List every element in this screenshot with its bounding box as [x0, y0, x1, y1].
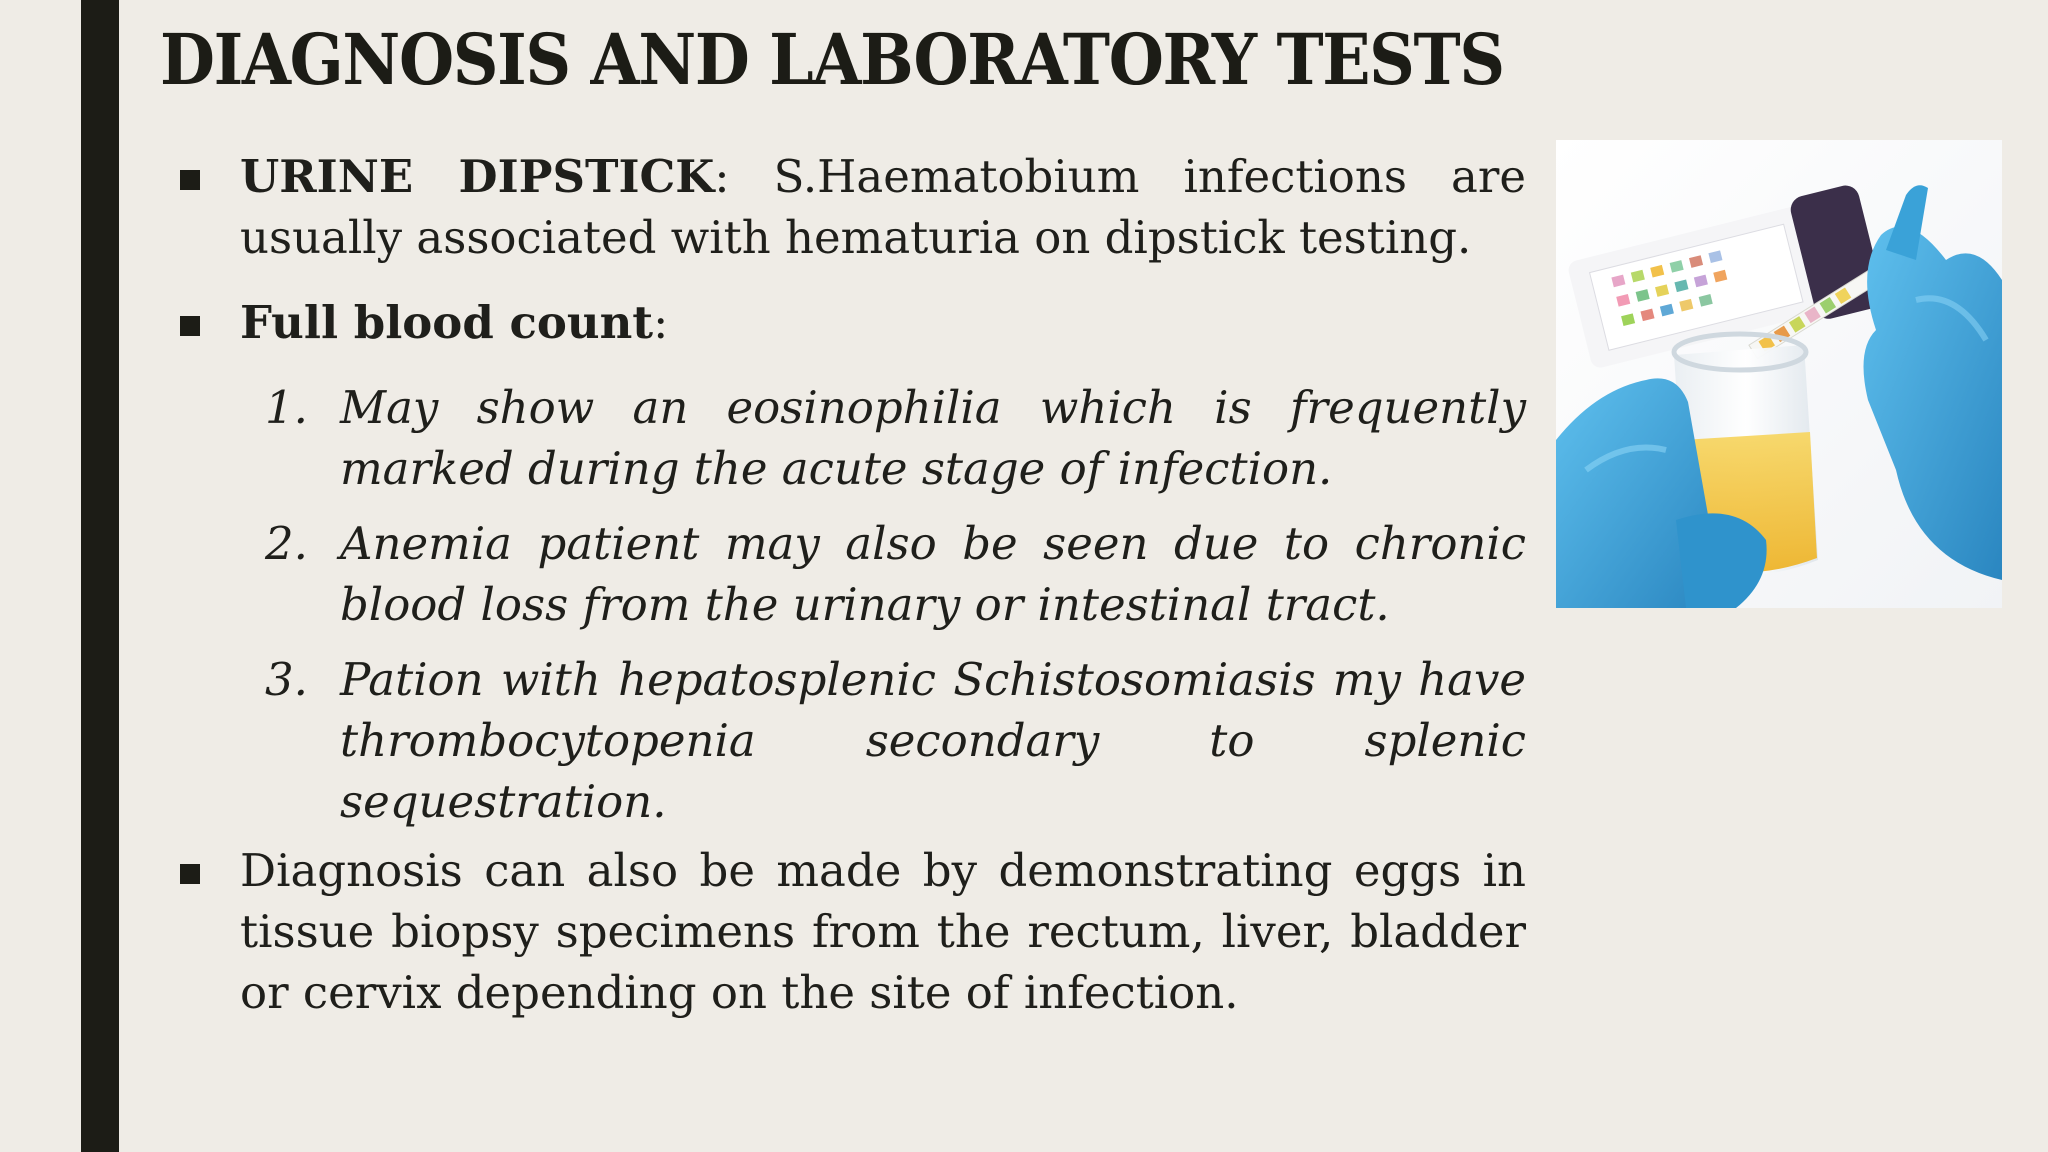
slide-body: [170, 146, 1526, 1047]
urine-dipstick-icon: [1556, 140, 2002, 608]
bullet-heading: URINE DIPSTICK: [240, 150, 715, 203]
list-number: 2.: [265, 517, 308, 570]
bullet-tissue-biopsy: [170, 840, 1526, 1023]
square-bullet-icon: [180, 316, 200, 336]
bullet-text: [240, 146, 1526, 268]
list-item: [170, 649, 1526, 832]
list-number: 1.: [265, 381, 308, 434]
list-item: [170, 377, 1526, 499]
square-bullet-icon: [180, 170, 200, 190]
bullet-body: : S.Haematobium infections are usually associated with hematuria on dipstick testing.: [240, 150, 1526, 264]
bullet-text: [240, 292, 1526, 353]
bullet-full-blood-count: [170, 292, 1526, 353]
bullet-heading: Full blood count: [240, 296, 654, 349]
list-item-text: May show an eosinophilia which is frequently marked during the acute stage of infection.: [340, 381, 1526, 495]
list-item-text: Pation with hepatosplenic Schistosomiasis my have thrombocytopenia secondary to splenic sequestration.: [340, 653, 1526, 828]
list-item: [170, 513, 1526, 635]
urine-dipstick-photo: [1556, 140, 2002, 608]
bullet-urine-dipstick: [170, 146, 1526, 268]
fbc-numbered-list: [170, 377, 1526, 832]
square-bullet-icon: [180, 864, 200, 884]
left-accent-bar: [81, 0, 119, 1152]
bullet-text: Diagnosis can also be made by demonstrating eggs in tissue biopsy specimens from the rectum, liver, bladder or cervix depending on the site of infection.: [240, 844, 1526, 1019]
list-item-text: Anemia patient may also be seen due to chronic blood loss from the urinary or intestinal tract.: [340, 517, 1526, 631]
list-number: 3.: [265, 653, 308, 706]
bullet-body: :: [653, 296, 669, 349]
slide-title: DIAGNOSIS AND LABORATORY TESTS: [160, 18, 1504, 101]
